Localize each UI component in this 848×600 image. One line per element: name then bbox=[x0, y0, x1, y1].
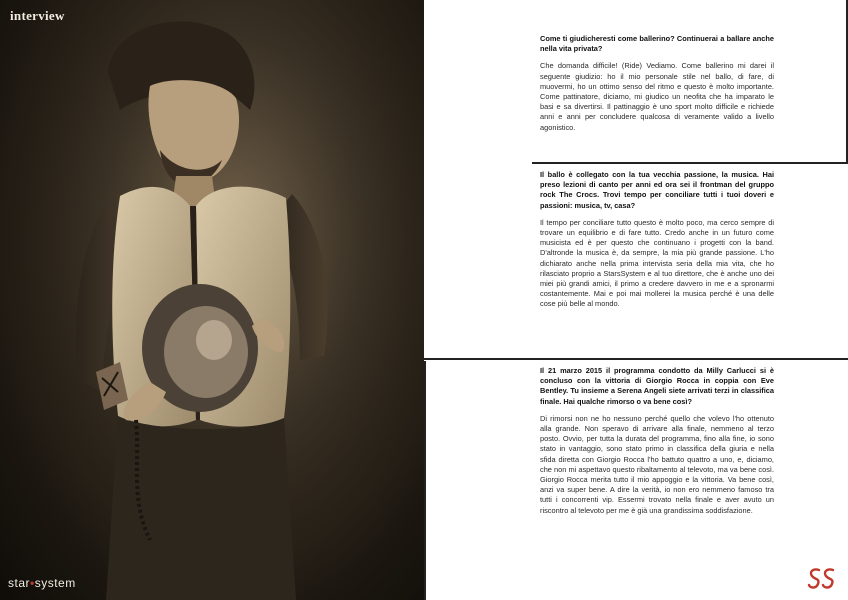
brand-dot: • bbox=[30, 576, 35, 590]
section-label: interview bbox=[10, 8, 65, 23]
answer-text: Il tempo per conciliare tutto questo è molto poco, ma cerco sempre di trovare un equilibrio e di fare tutto. Credo anche in un futuro come musicista ed è per questo che continuano i progetti con la band. D'altronde la musica è, da sempre, la mia più grande passione. L'ho dichiarato anche nella prima intervista seria della mia vita, che ho rilasciato proprio a StarsSystem e al tuo direttore, che è anche uno dei miei più grandi amici, il primo a credere davvero in me e a spronarmi costantemente. Mai e poi mai mollerei la musica perché è una delle cose più belle al mondo. bbox=[540, 217, 774, 309]
question-text: Come ti giudicheresti come ballerino? Continuerai a ballare anche nella vita privata? bbox=[540, 34, 774, 54]
brand-suffix: system bbox=[34, 576, 76, 590]
answer-text: Di rimorsi non ne ho nessuno perché quello che volevo l'ho ottenuto alla grande. Non speravo di arrivare alla finale, nemmeno al terzo posto. Ovvio, per tutta la durata del programma, fino alla fine, io sono stato in vantaggio, sono stato primo in classifica della giuria e nella sfida diretta con Giorgio Rocca l'ho battuto quattro a uno, e, diciamo, che non mi aspettavo questo ribaltamento al televoto, ma va bene così. Giorgio Rocca merita tutto il mio appoggio e la vittoria. Va bene così, anzi va super bene. A dire la verità, io non ero nemmeno famoso tra tutti i concorrenti vip. Essermi trovato nella finale e aver avuto un riscontro al televoto per me è già una grandissima soddisfazione. bbox=[540, 413, 774, 515]
question-text: Il 21 marzo 2015 il programma condotto da Milly Carlucci si è concluso con la vittoria di Giorgio Rocca in coppia con Eve Bentley. Tu insieme a Serena Angeli siete arrivati terzi in classifica finale. Hai qualche rimorso o va bene così? bbox=[540, 366, 774, 406]
brand-prefix: star bbox=[8, 576, 31, 590]
interview-page bbox=[424, 0, 848, 600]
ss-monogram-icon bbox=[806, 566, 836, 592]
question-text: Il ballo è collegato con la tua vecchia passione, la musica. Hai preso lezioni di canto per anni ed ora sei il frontman del gruppo rock The Crocs. Trovi tempo per conciliare tutti i tuoi doveri e passioni: musica, tv, casa? bbox=[540, 170, 774, 210]
brand-wordmark bbox=[8, 576, 76, 590]
qa-block-3 bbox=[540, 366, 774, 523]
qa-block-2 bbox=[540, 170, 774, 317]
answer-text: Che domanda difficile! (Ride) Vediamo. Come ballerino mi darei il seguente giudizio: ho il mio personale stile nel ballo, di fare, di muovermi, ho un ottimo senso del ritmo e questo è molto importante. Come pattinatore, diciamo, mi giudico un neofita che ha imparato le basi e sa divertirsi. Il pattinaggio è uno sport molto difficile e richiede anni e anni per concludere qualcosa di veramente valido a livello agonistico. bbox=[540, 61, 774, 132]
qa-block-1 bbox=[540, 34, 774, 140]
